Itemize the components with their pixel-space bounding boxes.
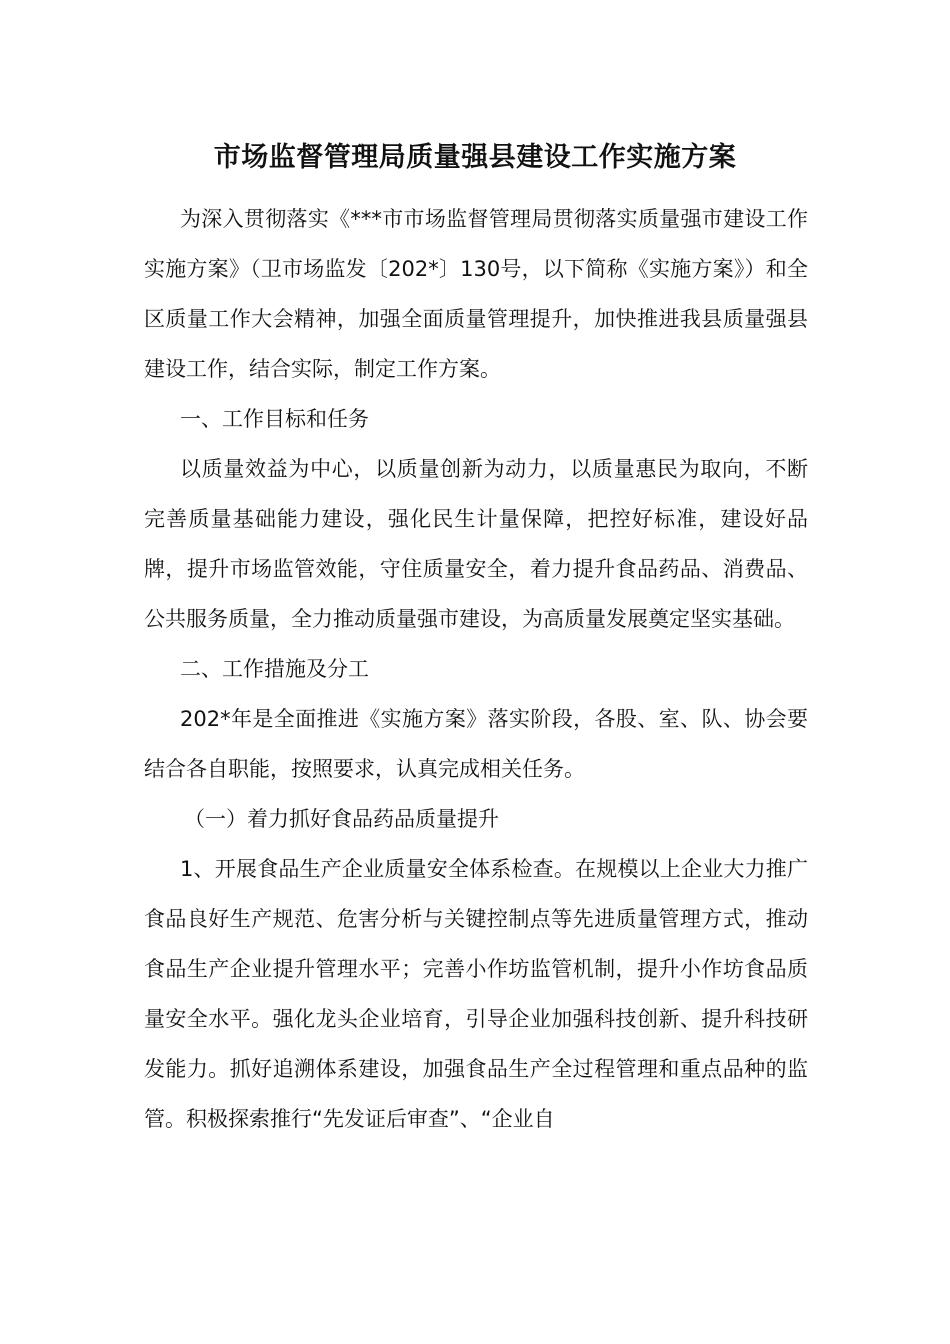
goals-paragraph: 以质量效益为中心，以质量创新为动力，以质量惠民为取向，不断完善质量基础能力建设，强化民生计量保障，把控好标准，建设好品牌，提升市场监管效能，守住质量安全，着力提升食品药品、消费品、公共服务质量，全力推动质量强市建设，为高质量发展奠定坚实基础。 (144, 457, 808, 631)
document-title: 市场监督管理局质量强县建设工作实施方案 (213, 142, 737, 173)
item-1-paragraph: 1、开展食品生产企业质量安全体系检查。在规模以上企业大力推广食品良好生产规范、危害分析与关键控制点等先进质量管理方式，推动食品生产企业提升管理水平；完善小作坊监管机制，提升小作坊食品质量安全水平。强化龙头企业培育，引导企业加强科技创新、提升科技研发能力。抓好追溯体系建设，加强食品生产全过程管理和重点品种的监管。积极探索推行“先发证后审查”、“企业自 (144, 857, 808, 1131)
intro-paragraph: 为深入贯彻落实《***市市场监督管理局贯彻落实质量强市建设工作实施方案》（卫市场监发〔202*〕130号，以下简称《实施方案》）和全区质量工作大会精神，加强全面质量管理提升，加快推进我县质量强县建设工作，结合实际，制定工作方案。 (144, 207, 808, 381)
section-heading-measures: 二、工作措施及分工 (180, 657, 369, 681)
subsection-heading-food-drug: （一）着力抓好食品药品质量提升 (184, 807, 499, 831)
document-body (144, 194, 808, 1144)
measures-paragraph: 202*年是全面推进《实施方案》落实阶段，各股、室、队、协会要结合各自职能，按照要求，认真完成相关任务。 (144, 707, 808, 781)
section-heading-goals: 一、工作目标和任务 (180, 407, 369, 431)
